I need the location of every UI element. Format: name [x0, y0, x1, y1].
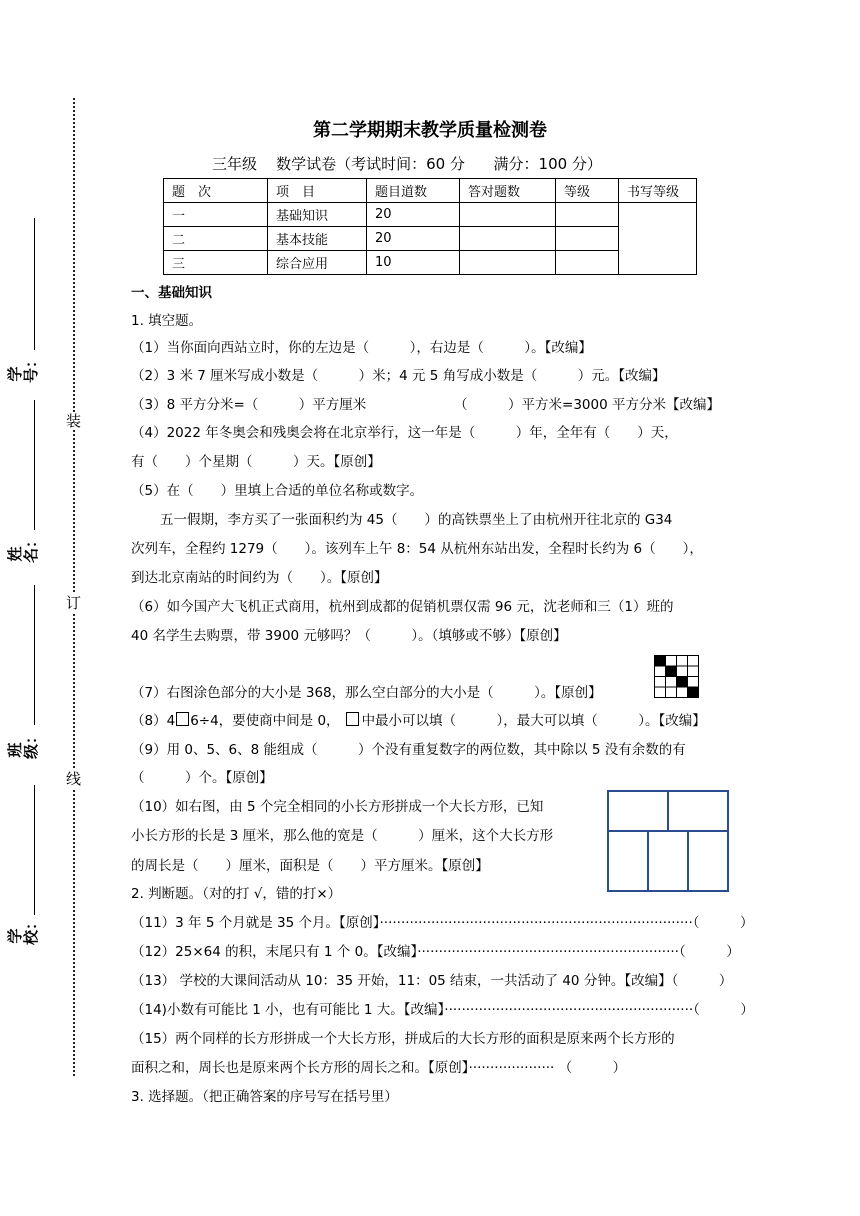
question-heading: 2. 判断题。（对的打 √，错的打×）	[131, 886, 342, 902]
name-label: 姓名：	[6, 532, 40, 563]
question-line: 的周长是（ ）厘米，面积是（ ）平方厘米。【原创】	[131, 858, 489, 874]
judge-item: （13） 学校的大课间活动从 10：35 开始，11：05 结束，一共活动了 40 分钟。【改编】（ ）	[131, 973, 733, 989]
rectangle-composition-figure	[607, 790, 731, 894]
question-line: 有（ ）个星期（ ）天。【原创】	[131, 454, 381, 470]
table-row	[164, 251, 697, 275]
judge-item: （11）3 年 5 个月就是 35 个月。【原创】·········································································（ ）	[131, 915, 754, 931]
binding-mark-ding: 订	[66, 594, 82, 612]
blank-box-icon	[346, 712, 359, 726]
section-heading: 一、基础知识	[131, 285, 212, 301]
question-text: 6÷4，要使商中间是 0，	[190, 713, 340, 729]
class-line	[34, 585, 35, 725]
name-line	[34, 400, 35, 530]
question-line: （9）用 0、5、6、8 能组成（ ）个没有重复数字的两位数，其中除以 5 没有余数的有	[131, 742, 686, 758]
question-line: 40 名学生去购票，带 3900 元够吗？（ ）。（填够或不够）【原创】	[131, 628, 567, 644]
question-line: （ ）个。【原创】	[131, 770, 273, 786]
exam-title: 第二学期期末教学质量检测卷	[313, 120, 547, 141]
question-heading: 3. 选择题。（把正确答案的序号写在括号里）	[131, 1089, 398, 1105]
student-id-label: 学号：	[6, 352, 40, 383]
shaded-grid-figure	[654, 655, 700, 699]
table-cell: 三	[164, 251, 268, 275]
table-cell: 20	[367, 227, 460, 251]
question-line: 到达北京南站的时间约为（ ）。【原创】	[131, 570, 388, 586]
table-cell: 基本技能	[268, 227, 367, 251]
question-line: （4）2022 年冬奥会和残奥会将在北京举行，这一年是（ ）年，全年有（ ）天，	[131, 425, 678, 441]
blank-box-icon	[176, 712, 189, 726]
judge-item: 面积之和，周长也是原来两个长方形的周长之和。【原创】···················· （ ）	[131, 1060, 627, 1076]
table-header-cell: 等级	[556, 179, 619, 203]
table-row	[164, 203, 697, 227]
table-header-cell: 题 次	[164, 179, 268, 203]
question-line: （6）如今国产大飞机正式商用，杭州到成都的促销机票仅需 96 元，沈老师和三（1）班的	[131, 599, 674, 615]
writing-grade-cell[interactable]	[619, 203, 697, 275]
question-line: 五一假期，李方买了一张面积约为 45（ ）的高铁票坐上了由杭州开往北京的 G34	[160, 512, 673, 528]
school-line	[34, 785, 35, 915]
table-header-cell: 题目道数	[367, 179, 460, 203]
table-cell: 10	[367, 251, 460, 275]
school-label: 学校：	[6, 914, 40, 945]
question-heading: 1. 填空题。	[131, 313, 203, 329]
binding-mark-zhuang: 装	[66, 412, 82, 430]
question-line: （5）在（ ）里填上合适的单位名称或数字。	[131, 483, 424, 499]
question-line: （7）右图涂色部分的大小是 368，那么空白部分的大小是（ ）。【原创】	[131, 685, 602, 701]
student-id-line	[34, 218, 35, 350]
question-line: （2）3 米 7 厘米写成小数是（ ）米；4 元 5 角写成小数是（ ）元。【改编】	[131, 368, 666, 384]
table-header-cell: 书写等级	[619, 179, 697, 203]
table-cell-blank[interactable]	[556, 227, 619, 251]
table-cell: 一	[164, 203, 268, 227]
question-text: 中最小可以填（ ），最大可以填（ ）。【改编】	[361, 713, 706, 729]
question-line: 次列车，全程约 1279（ ）。该列车上午 8：54 从杭州东站出发，全程时长约为 6（ ），	[131, 541, 703, 557]
question-text: （8）4	[131, 713, 176, 729]
judge-item: （15）两个同样的长方形拼成一个大长方形，拼成后的大长方形的面积是原来两个长方形的	[131, 1031, 675, 1047]
table-cell: 二	[164, 227, 268, 251]
table-cell: 综合应用	[268, 251, 367, 275]
table-cell-blank[interactable]	[556, 251, 619, 275]
class-label: 班级：	[6, 728, 40, 759]
table-header-row	[164, 179, 697, 203]
binding-mark-xian: 线	[66, 770, 82, 788]
table-cell-blank[interactable]	[460, 203, 556, 227]
question-line: 小长方形的长是 3 厘米，那么他的宽是（ ）厘米，这个大长方形	[131, 828, 554, 844]
table-row	[164, 227, 697, 251]
judge-item: （12）25×64 的积，末尾只有 1 个 0。【改编】·····························································（ ）	[131, 944, 740, 960]
question-line: （3）8 平方分米=（ ）平方厘米 （ ）平方米=3000 平方分米【改编】	[131, 397, 720, 413]
question-line: （10）如右图，由 5 个完全相同的小长方形拼成一个大长方形，已知	[131, 799, 544, 815]
question-line	[131, 711, 706, 731]
question-line: （1）当你面向西站立时，你的左边是（ ），右边是（ ）。【改编】	[131, 340, 592, 356]
table-header-cell: 答对题数	[460, 179, 556, 203]
judge-item: （14)小数有可能比 1 小，也有可能比 1 大。【改编】··························································（ ）	[131, 1002, 754, 1018]
exam-subtitle: 三年级 数学试卷（考试时间：60 分 满分：100 分）	[212, 155, 602, 173]
table-cell-blank[interactable]	[556, 203, 619, 227]
table-header-cell: 项 目	[268, 179, 367, 203]
table-cell: 基础知识	[268, 203, 367, 227]
binding-dotted-line	[73, 98, 75, 1076]
score-table	[163, 178, 697, 275]
table-cell-blank[interactable]	[460, 227, 556, 251]
table-cell-blank[interactable]	[460, 251, 556, 275]
table-cell: 20	[367, 203, 460, 227]
